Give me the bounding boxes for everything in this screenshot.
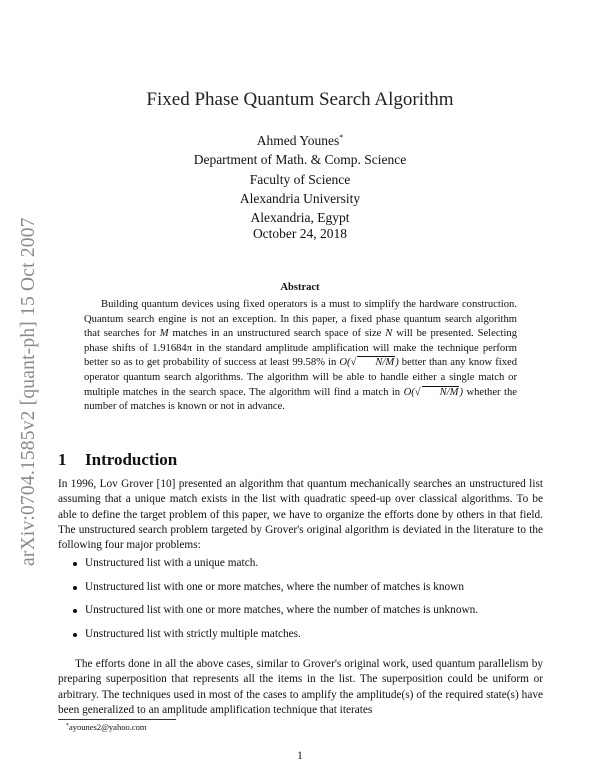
second-paragraph: The efforts done in all the above cases, similar to Grover's original work, used quantum parallelism by preparing superposition that represents all the items in the list. The superposition could be uniform or arbitrary. The techniques used in most of the cases to amplify the amplitude(s) of the required state(s) have been generalized to an amplitude amplification technique that iterates: [58, 658, 543, 716]
author-block: [0, 128, 600, 227]
author-name: Ahmed Younes*: [256, 133, 344, 148]
author-email: ayounes2@yahoo.com: [69, 722, 147, 732]
abstract-body: Building quantum devices using fixed operators is a must to simplify the hardware construction. Quantum search engine is not an exception. In this paper, a fixed phase quantum search algorithm that searches for M matches in an unstructured search space of size N will be presented. Selecting phase shifts of 1.91684π in the standard amplitude amplification will make the technique perform better so as to get probability of success at least 99.58% in O(√ N/M) better than any know fixed operator quantum search algorithms. The algorithm will be able to handle either a single match or multiple matches in the search space. The algorithm will find a match in O(√ N/M) whether the number of matches is known or not in advance.: [84, 299, 518, 413]
section-number: 1: [58, 450, 67, 469]
affiliation-line: Department of Math. & Comp. Science: [193, 152, 407, 168]
problem-list: [73, 557, 543, 651]
complexity-expression: O(√ N/M): [403, 386, 463, 398]
list-item: Unstructured list with one or more matches, where the number of matches is known: [73, 581, 543, 605]
paper-title: Fixed Phase Quantum Search Algorithm: [146, 89, 454, 110]
affiliation-line: Faculty of Science: [249, 171, 351, 187]
affiliation-line: Alexandria, Egypt: [250, 210, 350, 226]
author-footnote-mark: *: [339, 133, 344, 142]
footnote: *ayounes2@yahoo.com: [66, 722, 147, 732]
intro-paragraph: In 1996, Lov Grover [10] presented an algorithm that quantum mechanically searches an unstructured list assuming that a unique match exists in the list with quadratic speed-up over classical algorithms. To be able to define the target problem of this paper, we have to organize the efforts done by others in that field. The unstructured search problem targeted by Grover's original algorithm is deviated in the literature to the following four major problems:: [58, 478, 543, 552]
list-item: Unstructured list with one or more matches, where the number of matches is unknown.: [73, 604, 543, 628]
section-heading: [58, 450, 177, 470]
footnote-divider: [58, 719, 176, 720]
complexity-expression: O(√ N/M): [339, 357, 399, 369]
abstract-heading: Abstract: [280, 282, 320, 293]
list-item: Unstructured list with a unique match.: [73, 557, 543, 581]
paper-date: October 24, 2018: [252, 226, 348, 241]
list-item: Unstructured list with strictly multiple matches.: [73, 628, 543, 652]
math-var-n: N: [385, 328, 393, 340]
section-title: Introduction: [85, 450, 178, 469]
arxiv-stamp: arXiv:0704.1585v2 [quant-ph] 15 Oct 2007: [18, 217, 39, 566]
math-var-m: M: [159, 328, 169, 340]
page-number: 1: [297, 750, 303, 762]
affiliation-line: Alexandria University: [239, 190, 361, 206]
